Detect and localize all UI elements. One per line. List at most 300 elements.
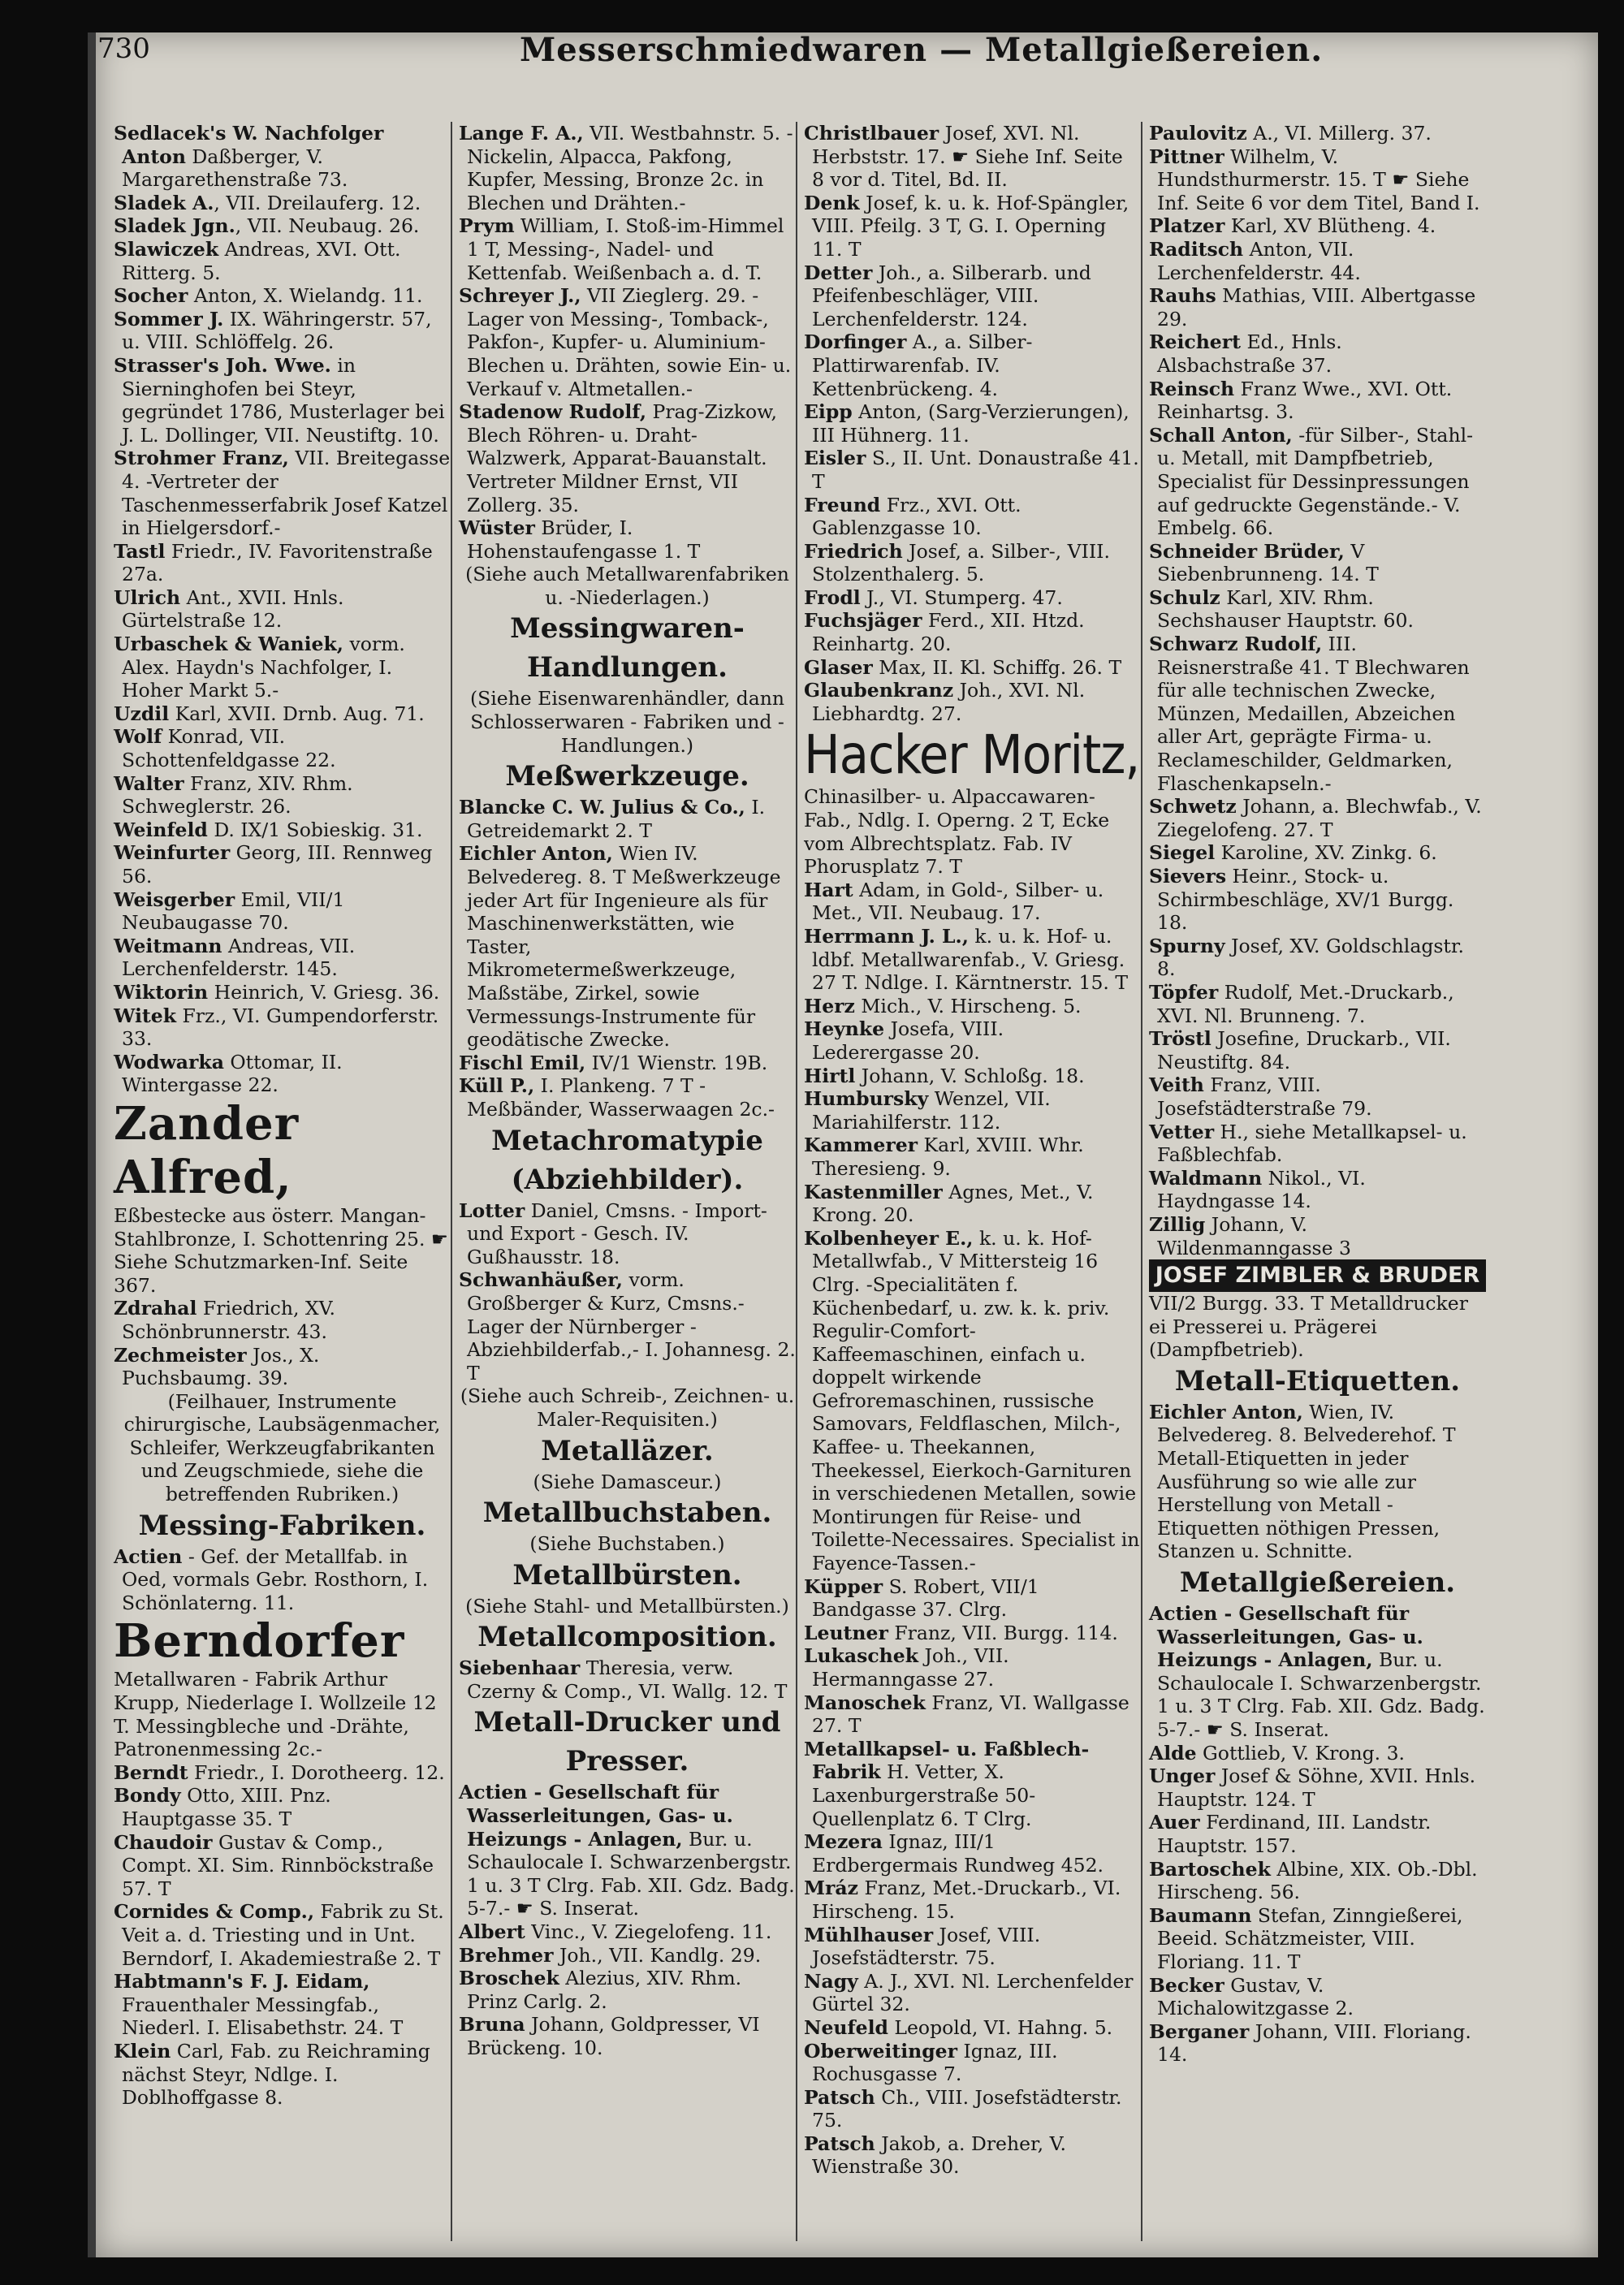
- entry-details: Jos., X. Puchsbaumg. 39.: [122, 1343, 320, 1390]
- entry-name: Sievers: [1149, 865, 1227, 888]
- cross-reference: (Siehe Stahl- und Metallbürsten.): [465, 1594, 789, 1618]
- entry-name: Friedrich: [804, 539, 903, 563]
- entry-name: Weisgerber: [114, 888, 235, 911]
- directory-entry: [459, 1052, 796, 1075]
- directory-entry: [804, 1065, 1141, 1088]
- directory-entry: [1149, 330, 1486, 377]
- entry-details: Friedrich, XV. Schönbrunnerstr. 43.: [122, 1297, 335, 1343]
- entry-details: k. u. k. Hof-Metallwfab., V Mittersteig 16 Clrg. -Specialitäten f. Küchenbedarf, u. zw. k. k. priv. Regulir-Comfort-Kaffeemaschinen, einfach u. doppelt wirkende Gefroremaschinen, russische Samovars, Feldflaschen, Milch-, Kaffee- u. Theekannen, Theekessel, Eierkoch-Garnituren in verschiedenen Metallen, sowie Montirungen für Reise- und Toilette-Necessaires. Specialist in Fayence-Tassen.-: [812, 1226, 1140, 1575]
- entry-name: Zillig: [1149, 1212, 1206, 1236]
- entry-name: Sladek Jgn.: [114, 214, 235, 238]
- entry-name: Frodl: [804, 585, 861, 609]
- entry-details: Johann, Goldpresser, VI Brückeng. 10.: [467, 2013, 760, 2059]
- entry-details: Anton, VII. Lerchenfelderstr. 44.: [1157, 237, 1361, 284]
- directory-entry: [114, 586, 451, 633]
- entry-details: -für Silber-, Stahl- u. Metall, mit Dampfbetrieb, Specialist für Dessinpressungen auf gedruckte Gegenstände.- V. Embelg. 66.: [1157, 423, 1474, 540]
- directory-entry: [804, 1181, 1141, 1227]
- entry-details: Johann, VIII. Floriang. 14.: [1157, 2019, 1471, 2067]
- entry-details: Joh., VII. Hermanngasse 27.: [812, 1644, 1009, 1691]
- entry-details: Adam, in Gold-, Silber- u. Met., VII. Neubaug. 17.: [812, 878, 1104, 925]
- entry-name: Klein: [114, 2039, 171, 2063]
- cross-reference: (Siehe Eisenwarenhändler, dann Schlosserwaren - Fabriken und -Handlungen.): [469, 687, 785, 757]
- entry-name: Waldmann: [1149, 1166, 1263, 1190]
- directory-entry: [114, 1970, 451, 2040]
- column-rule: [796, 122, 797, 2241]
- entry-details: V Siebenbrunneng. 14. T: [1157, 539, 1379, 586]
- directory-entry: [459, 284, 796, 400]
- entry-details: Franz, Met.-Druckarb., VI. Hirscheng. 15.: [812, 1877, 1121, 1923]
- entry-name: Stadenow Rudolf,: [459, 400, 647, 424]
- cross-reference: (Feilhauer, Instrumente chirurgische, Laubsägenmacher, Schleifer, Werkzeugfabrikanten und Zeugschmiede, siehe die betreffenden Rubriken.): [123, 1389, 441, 1506]
- advert-banner: JOSEF ZIMBLER & BRUDER: [1149, 1259, 1486, 1292]
- entry-name: Kammerer: [804, 1134, 918, 1157]
- entry-details: IX. Währingerstr. 57, u. VIII. Schlöffelg. 26.: [122, 307, 432, 354]
- entry-name: Strohmer Franz,: [114, 447, 289, 470]
- directory-entry: [804, 925, 1141, 995]
- entry-details: Max, II. Kl. Schiffg. 26. T: [872, 655, 1122, 679]
- entry-name: Alde: [1149, 1741, 1197, 1765]
- entry-name: Bruna: [459, 2013, 525, 2037]
- directory-entry: [114, 192, 451, 215]
- directory-entry: [114, 1297, 451, 1343]
- directory-entry: [804, 995, 1141, 1018]
- directory-entry: [114, 1784, 451, 1830]
- entry-details: Franz, VI. Wallgasse 27. T: [812, 1691, 1129, 1738]
- directory-entry: [804, 679, 1141, 725]
- entry-name: Cornides & Comp.,: [114, 1900, 315, 1924]
- entry-details: Ottomar, II. Wintergasse 22.: [122, 1050, 343, 1097]
- entry-details: Heinrich, V. Griesg. 36.: [208, 980, 440, 1004]
- directory-entry: [1149, 795, 1486, 841]
- entry-details: Joh., XVI. Nl. Liebhardtg. 27.: [812, 679, 1086, 725]
- entry-details: Albine, XIX. Ob.-Dbl. Hirscheng. 56.: [1157, 1857, 1478, 1904]
- entry-details: Franz Wwe., XVI. Ott. Reinhartsg. 3.: [1157, 377, 1453, 424]
- directory-entry: [459, 214, 796, 284]
- entry-details: Fabrik zu St. Veit a. d. Triesting und in Unt. Berndorf, I. Akademiestraße 2. T: [122, 1900, 444, 1970]
- directory-entry: [459, 2013, 796, 2059]
- entry-details: Ed., Hnls. Alsbachstraße 37.: [1157, 330, 1342, 377]
- entry-details: Andreas, XVI. Ott. Ritterg. 5.: [122, 237, 401, 284]
- entry-name: Zechmeister: [114, 1343, 247, 1367]
- entry-name: Socher: [114, 284, 188, 308]
- section-heading: Meßwerkzeuge.: [505, 760, 749, 793]
- entry-name: Platzer: [1149, 214, 1225, 238]
- directory-entry: [1149, 1167, 1486, 1213]
- entry-details: A. J., XVI. Nl. Lerchenfelder Gürtel 32.: [812, 1969, 1134, 2016]
- entry-details: in Sierninghofen bei Steyr, gegründet 1786, Musterlager bei J. L. Dollinger, VII. Neustiftg. 10.: [122, 353, 445, 447]
- entry-name: Zdrahal: [114, 1297, 197, 1320]
- directory-entry: [1149, 284, 1486, 330]
- directory-entry: [804, 656, 1141, 680]
- entry-name: Paulovitz: [1149, 122, 1247, 145]
- entry-name: Patsch: [804, 2132, 875, 2155]
- entry-name: Spurny: [1149, 934, 1225, 957]
- section-heading: Metall-Drucker und Presser.: [473, 1706, 781, 1778]
- entry-details: Mich., V. Hirscheng. 5.: [854, 994, 1082, 1017]
- entry-name: Humbursky: [804, 1087, 929, 1111]
- directory-entry: [114, 633, 451, 702]
- directory-entry: [114, 981, 451, 1004]
- entry-details: VII Zieglerg. 29. -Lager von Messing-, Tomback-, Pakfon-, Kupfer- u. Aluminium-Blechen u. Drähten, sowie Ein- u. Verkauf v. Altmetallen.-: [467, 284, 792, 400]
- entry-name: Schneider Brüder,: [1149, 539, 1345, 563]
- directory-entry: [1149, 633, 1486, 795]
- directory-entry: [114, 1545, 451, 1615]
- directory-entry: [804, 540, 1141, 586]
- directory-entry: [1149, 1858, 1486, 1904]
- entry-details: William, I. Stoß-im-Himmel 1 T, Messing-, Nadel- und Kettenfab. Weißenbach a. d. T.: [467, 214, 784, 284]
- entry-details: Gustav & Comp., Compt. XI. Sim. Rinnböckstraße 57. T: [122, 1830, 434, 1900]
- entry-details: Wenzel, VII. Mariahilferstr. 112.: [812, 1087, 1051, 1134]
- entry-name: Blancke C. W. Julius & Co.,: [459, 796, 745, 819]
- directory-entry: [1149, 1765, 1486, 1811]
- entry-name: Auer: [1149, 1811, 1200, 1834]
- entry-name: Küpper: [804, 1574, 883, 1598]
- section-heading: Metachromatypie (Abziehbilder).: [491, 1124, 763, 1196]
- entry-name: Detter: [804, 261, 873, 284]
- directory-entry: [804, 2016, 1141, 2040]
- directory-entry: [114, 725, 451, 771]
- entry-details: Johann, V. Wildenmanngasse 3: [1157, 1212, 1351, 1259]
- directory-entry: [804, 586, 1141, 610]
- entry-name: Habtmann's F. J. Eidam,: [114, 1970, 370, 1993]
- column-rule: [451, 122, 452, 2241]
- directory-entry: [114, 238, 451, 284]
- entry-name: Wodwarka: [114, 1050, 224, 1073]
- page-number: 730: [97, 32, 150, 65]
- entry-name: Schwanhäußer,: [459, 1268, 623, 1292]
- entry-name: Tastl: [114, 539, 166, 563]
- entry-details: A., a. Silber-Plattirwarenfab. IV. Kettenbrückeng. 4.: [812, 330, 1033, 400]
- directory-entry: [1149, 586, 1486, 633]
- entry-details: Gustav, V. Michalowitzgasse 2.: [1157, 1973, 1354, 2020]
- directory-entry: [1149, 1811, 1486, 1857]
- directory-entry: [804, 494, 1141, 540]
- directory-entry: [459, 1944, 796, 1968]
- directory-entry: [1149, 1974, 1486, 2020]
- directory-entry: [114, 1900, 451, 1970]
- entry-details: Bur. u. Schaulocale I. Schwarzenbergstr. 1 u. 3 T Clrg. Fab. XII. Gdz. Badg. 5-7.- ☛ S. Inserat.: [1157, 1648, 1485, 1741]
- directory-entry: [459, 516, 796, 563]
- entry-details: Franz, VII. Burgg. 114.: [888, 1621, 1118, 1644]
- advert-text: VII/2 Burgg. 33. T Metalldrucker ei Presserei u. Prägerei (Dampfbetrieb).: [1149, 1292, 1468, 1362]
- entry-details: Daßberger, V. Margarethenstraße 73.: [122, 145, 348, 192]
- entry-name: Hart: [804, 878, 853, 901]
- directory-entry: [804, 1017, 1141, 1064]
- directory-entry: [1149, 1027, 1486, 1073]
- entry-details: Theresia, verw. Czerny & Comp., VI. Wallg. 12. T: [467, 1657, 788, 1703]
- entry-details: Ch., VIII. Josefstädterstr. 75.: [812, 2085, 1122, 2132]
- entry-details: Ignaz, III. Rochusgasse 7.: [812, 2039, 1058, 2086]
- section-heading: Messing-Fabriken.: [138, 1509, 426, 1542]
- directory-entry: [114, 308, 451, 354]
- directory-entry: [114, 819, 451, 842]
- entry-details: Josefa, VIII. Lederergasse 20.: [812, 1017, 1004, 1064]
- entry-details: Vinc., V. Ziegelofeng. 11.: [525, 1920, 772, 1944]
- entry-name: Manoschek: [804, 1691, 926, 1714]
- advert-text: Chinasilber- u. Alpaccawaren-Fab., Ndlg. I. Operng. 2 T, Ecke vom Albrechtsplatz. Fab. IV Phorusplatz 7. T: [804, 785, 1110, 879]
- directory-entry: [804, 261, 1141, 331]
- entry-name: Mühlhauser: [804, 1923, 934, 1946]
- entry-details: Friedr., IV. Favoritenstraße 27a.: [122, 539, 433, 586]
- entry-name: Tröstl: [1149, 1027, 1212, 1051]
- entry-details: Josef, XV. Goldschlagstr. 8.: [1157, 934, 1464, 981]
- directory-entry: [114, 1051, 451, 1097]
- directory-entry: [1149, 1213, 1486, 1259]
- entry-name: Töpfer: [1149, 980, 1219, 1004]
- directory-entry: [114, 772, 451, 819]
- entry-name: Leutner: [804, 1621, 888, 1644]
- directory-entry: [1149, 122, 1486, 145]
- directory-entry: [114, 841, 451, 888]
- entry-details: Johann, V. Schloßg. 18.: [855, 1064, 1085, 1087]
- entry-name: Herrmann J. L.,: [804, 925, 969, 948]
- directory-entry: [1149, 214, 1486, 238]
- directory-entry: [804, 879, 1141, 925]
- section-heading: Messingwaren-Handlungen.: [510, 612, 745, 685]
- directory-entry: [1149, 2020, 1486, 2067]
- section-heading: Metallbürsten.: [512, 1558, 742, 1592]
- entry-details: Karl, XVIII. Whr. Theresieng. 9.: [812, 1134, 1084, 1180]
- entry-details: Nikol., VI. Haydngasse 14.: [1157, 1166, 1366, 1213]
- entry-name: Siegel: [1149, 841, 1216, 865]
- entry-name: Reinsch: [1149, 377, 1235, 400]
- entry-details: Karl, XVII. Drnb. Aug. 71.: [169, 702, 425, 725]
- entry-name: Broschek: [459, 1967, 559, 1990]
- entry-details: Bur. u. Schaulocale I. Schwarzenbergstr. 1 u. 3 T Clrg. Fab. XII. Gdz. Badg. 5-7.- ☛ S. Inserat.: [467, 1827, 795, 1920]
- directory-entry: [114, 1761, 451, 1785]
- directory-entry: [1149, 981, 1486, 1027]
- directory-entry: [114, 702, 451, 726]
- entry-details: Josefine, Druckarb., VII. Neustiftg. 84.: [1157, 1027, 1451, 1073]
- entry-details: Karoline, XV. Zinkg. 6.: [1215, 841, 1437, 865]
- entry-name: Sommer J.: [114, 307, 224, 330]
- entry-details: IV/1 Wienstr. 19B.: [585, 1051, 768, 1074]
- entry-details: Georg, III. Rennweg 56.: [122, 841, 433, 888]
- entry-details: Heinr., Stock- u. Schirmbeschläge, XV/1 Burgg. 18.: [1157, 865, 1454, 935]
- directory-entry: [114, 935, 451, 981]
- directory-entry: [1149, 145, 1486, 215]
- entry-name: Wolf: [114, 725, 162, 749]
- directory-entry: [1149, 1742, 1486, 1765]
- cross-reference: (Siehe auch Metallwarenfabriken u. -Niederlagen.): [465, 563, 789, 609]
- entry-details: A., VI. Millerg. 37.: [1246, 122, 1432, 145]
- entry-details: Karl, XV Blütheng. 4.: [1224, 214, 1436, 238]
- entry-name: Berndt: [114, 1760, 188, 1784]
- entry-name: Küll P.,: [459, 1074, 535, 1098]
- entry-name: Patsch: [804, 2085, 875, 2109]
- entry-name: Prym: [459, 214, 515, 238]
- entry-name: Urbaschek & Waniek,: [114, 633, 343, 656]
- entry-name: Wiktorin: [114, 980, 209, 1004]
- entry-name: Raditsch: [1149, 237, 1244, 261]
- entry-details: Joh., a. Silberarb. und Pfeifenbeschläger, VIII. Lerchenfelderstr. 124.: [812, 261, 1091, 330]
- entry-details: Rudolf, Met.-Druckarb., XVI. Nl. Brunneng. 7.: [1157, 980, 1454, 1027]
- entry-details: Daniel, Cmsns. - Import- und Export - Gesch. IV. Gußhausstr. 18.: [467, 1199, 767, 1268]
- directory-entry: [459, 1199, 796, 1269]
- advert-text: Metallwaren - Fabrik Arthur Krupp, Niederlage I. Wollzeile 12 T. Messingbleche und -Drähte, Patronenmessing 2c.-: [114, 1668, 437, 1761]
- entry-details: Josef, k. u. k. Hof-Spängler, VIII. Pfeilg. 3 T, G. I. Operning 11. T: [812, 191, 1129, 261]
- entry-name: Veith: [1149, 1073, 1204, 1097]
- entry-name: Hirtl: [804, 1064, 856, 1087]
- entry-name: Mráz: [804, 1877, 858, 1900]
- entry-name: Vetter: [1149, 1120, 1215, 1143]
- entry-details: Josef & Söhne, XVII. Hnls. Hauptstr. 124. T: [1157, 1765, 1476, 1811]
- entry-name: Actien - Gesellschaft für Wasserleitungen, Gas- u. Heizungs - Anlagen,: [459, 1781, 733, 1851]
- entry-name: Lukaschek: [804, 1644, 918, 1668]
- directory-entry: [459, 1920, 796, 1944]
- directory-entry: [1149, 1602, 1486, 1742]
- directory-entry: [459, 1781, 796, 1920]
- directory-entry: [804, 1622, 1141, 1645]
- entry-details: Franz, XIV. Rhm. Schweglerstr. 26.: [122, 771, 353, 819]
- entry-name: Actien: [114, 1544, 183, 1568]
- page-title: Messerschmiedwaren — Metallgießereien.: [520, 31, 1324, 69]
- entry-name: Fuchsjäger: [804, 609, 922, 633]
- directory-entry: [114, 540, 451, 586]
- entry-name: Walter: [114, 771, 184, 795]
- entry-details: S. Robert, VII/1 Bandgasse 37. Clrg.: [812, 1574, 1039, 1622]
- directory-entry: [459, 122, 796, 214]
- entry-name: Christlbauer: [804, 122, 939, 145]
- entry-details: vorm. Alex. Haydn's Nachfolger, I. Hoher Markt 5.-: [122, 633, 405, 702]
- entry-name: Metallkapsel- u. Faßblech-Fabrik: [804, 1737, 1090, 1784]
- entry-details: Stefan, Zinngießerei, Beeid. Schätzmeister, VIII. Floriang. 11. T: [1157, 1903, 1463, 1973]
- directory-entry: [804, 447, 1141, 493]
- entry-details: Brüder, I. Hohenstaufengasse 1. T: [467, 516, 701, 563]
- entry-details: Leopold, VI. Hahng. 5.: [888, 2015, 1113, 2039]
- directory-entry: [1149, 540, 1486, 586]
- directory-entry: [804, 192, 1141, 261]
- column-rule: [1141, 122, 1142, 2241]
- entry-name: Witek: [114, 1004, 176, 1027]
- entry-details: - Gef. der Metallfab. in Oed, vormals Gebr. Rosthorn, I. Schönlaterng. 11.: [122, 1544, 429, 1614]
- entry-name: Albert: [459, 1920, 525, 1944]
- advert-heading: Berndorfer: [114, 1614, 405, 1669]
- directory-entry: [459, 400, 796, 516]
- directory-entry: [1149, 865, 1486, 935]
- entry-name: Herz: [804, 994, 855, 1017]
- entry-details: Mathias, VIII. Albertgasse 29.: [1157, 284, 1476, 330]
- advert-text: Eßbestecke aus österr. Mangan-Stahlbronze, I. Schottenring 25. ☛ Siehe Schutzmarken-Inf. Seite 367.: [114, 1203, 448, 1297]
- entry-details: Otto, XIII. Pnz. Hauptgasse 35. T: [122, 1784, 331, 1830]
- directory-entry: [804, 1134, 1141, 1180]
- directory-entry: [804, 1087, 1141, 1134]
- directory-entry: [804, 330, 1141, 400]
- entry-details: I. Getreidemarkt 2. T: [467, 796, 766, 842]
- entry-name: Becker: [1149, 1973, 1224, 1997]
- entry-details: k. u. k. Hof- u. ldbf. Metallwarenfab., V. Griesg. 27 T. Ndlge. I. Kärntnerstr. 15. T: [812, 925, 1129, 995]
- directory-entry: [1149, 378, 1486, 424]
- entry-name: Ulrich: [114, 585, 181, 609]
- entry-name: Baumann: [1149, 1903, 1252, 1927]
- entry-details: I. Plankeng. 7 T -Meßbänder, Wasserwaagen 2c.-: [467, 1074, 775, 1121]
- entry-details: Prag-Zizkow, Blech Röhren- u. Draht-Walzwerk, Apparat-Bauanstalt. Vertreter Mildner Ernst, VII Zollerg. 35.: [467, 400, 777, 516]
- entry-details: , VII. Neubaug. 26.: [235, 214, 420, 238]
- entry-details: Ferdinand, III. Landstr. Hauptstr. 157.: [1157, 1811, 1432, 1857]
- directory-entry: [114, 284, 451, 308]
- entry-name: Eichler Anton,: [459, 842, 613, 866]
- entry-name: Rauhs: [1149, 284, 1216, 308]
- entry-name: Neufeld: [804, 2015, 888, 2039]
- directory-entry: [114, 1344, 451, 1390]
- directory-entry: [114, 447, 451, 539]
- entry-name: Denk: [804, 191, 860, 214]
- entry-details: Frauenthaler Messingfab., Niederl. I. Elisabethstr. 24. T: [122, 1993, 404, 2040]
- directory-entry: [804, 609, 1141, 655]
- directory-entry: [1149, 424, 1486, 540]
- entry-name: Uzdil: [114, 702, 170, 725]
- entry-name: Siebenhaar: [459, 1657, 581, 1680]
- entry-details: VII. Breitegasse 4. -Vertreter der Taschenmesserfabrik Josef Katzel in Hielgersdorf.-: [122, 447, 451, 540]
- entry-name: Schall Anton,: [1149, 423, 1293, 447]
- directory-entry: [804, 1227, 1141, 1575]
- directory-entry: [1149, 1401, 1486, 1563]
- directory-entry: [114, 1004, 451, 1051]
- entry-details: Josef, XVI. Nl. Herbststr. 17. ☛ Siehe Inf. Seite 8 vor d. Titel, Bd. II.: [812, 122, 1123, 192]
- directory-entry: [459, 842, 796, 1051]
- entry-name: Slawiczek: [114, 237, 219, 261]
- entry-details: Ant., XVII. Hnls. Gürtelstraße 12.: [122, 585, 344, 633]
- entry-name: Actien - Gesellschaft für Wasserleitungen, Gas- u. Heizungs - Anlagen,: [1149, 1602, 1423, 1672]
- cross-reference: (Siehe Damasceur.): [533, 1470, 722, 1493]
- directory-entry: [1149, 1073, 1486, 1120]
- entry-name: Lotter: [459, 1199, 525, 1222]
- entry-name: Eisler: [804, 447, 866, 470]
- advert-heading: Zander Alfred,: [114, 1096, 300, 1204]
- entry-name: Eipp: [804, 400, 853, 424]
- entry-details: vorm. Großberger & Kurz, Cmsns.-Lager der Nürnberger - Abziehbilderfab.,- I. Johannesg. 2. T: [467, 1268, 796, 1384]
- entry-details: H. Vetter, X. Laxenburgerstraße 50-Quellenplatz 6. T Clrg.: [812, 1760, 1036, 1830]
- directory-entry: [804, 1830, 1141, 1877]
- cross-reference: (Siehe auch Schreib-, Zeichnen- u. Maler-Requisiten.): [460, 1384, 795, 1431]
- entry-details: Alezius, XIV. Rhm. Prinz Carlg. 2.: [467, 1967, 742, 2013]
- entry-details: D. IX/1 Sobieskig. 31.: [207, 818, 423, 841]
- section-heading: Metallcomposition.: [477, 1621, 777, 1654]
- entry-name: Reichert: [1149, 330, 1241, 354]
- entry-details: Franz, VIII. Josefstädterstraße 79.: [1157, 1073, 1372, 1120]
- directory-entry: [114, 354, 451, 447]
- entry-details: , VII. Dreilauferg. 12.: [214, 191, 421, 214]
- directory-entry: [459, 1074, 796, 1121]
- entry-details: Gottlieb, V. Krong. 3.: [1196, 1741, 1406, 1765]
- column-3: [804, 122, 1141, 2179]
- entry-details: Joh., VII. Kandlg. 29.: [553, 1943, 762, 1967]
- column-1: [114, 122, 451, 2110]
- entry-details: Josef, a. Silber-, VIII. Stolzenthalerg. 5.: [812, 539, 1110, 586]
- entry-details: H., siehe Metallkapsel- u. Faßblechfab.: [1157, 1120, 1467, 1167]
- entry-name: Bondy: [114, 1784, 181, 1808]
- entry-name: Unger: [1149, 1765, 1216, 1788]
- entry-details: Emil, VII/1 Neubaugasse 70.: [122, 888, 345, 935]
- entry-details: Johann, a. Blechwfab., V. Ziegelofeng. 27. T: [1157, 795, 1482, 841]
- column-4: [1149, 122, 1486, 2067]
- entry-name: Kolbenheyer E.,: [804, 1226, 974, 1250]
- directory-entry: [459, 796, 796, 842]
- entry-name: Schreyer J.,: [459, 284, 581, 308]
- entry-name: Weinfurter: [114, 841, 231, 865]
- entry-name: Pittner: [1149, 145, 1224, 168]
- directory-entry: [804, 1924, 1141, 1970]
- directory-entry: [804, 1970, 1141, 2016]
- entry-details: Konrad, VII. Schottenfeldgasse 22.: [122, 725, 336, 772]
- entry-name: Sedlacek's W. Nachfolger Anton: [114, 122, 384, 168]
- entry-name: Wüster: [459, 516, 535, 540]
- entry-details: III. Reisnerstraße 41. T Blechwaren für alle technischen Zwecke, Münzen, Medaillen, Abzeichen aller Art, geprägte Firma- u. Reclameschilder, Geldmarken, Flaschenkapseln.-: [1157, 633, 1470, 795]
- entry-name: Weitmann: [114, 934, 222, 957]
- directory-entry: [804, 1877, 1141, 1923]
- directory-entry: [804, 2132, 1141, 2179]
- directory-entry: [804, 1738, 1141, 1830]
